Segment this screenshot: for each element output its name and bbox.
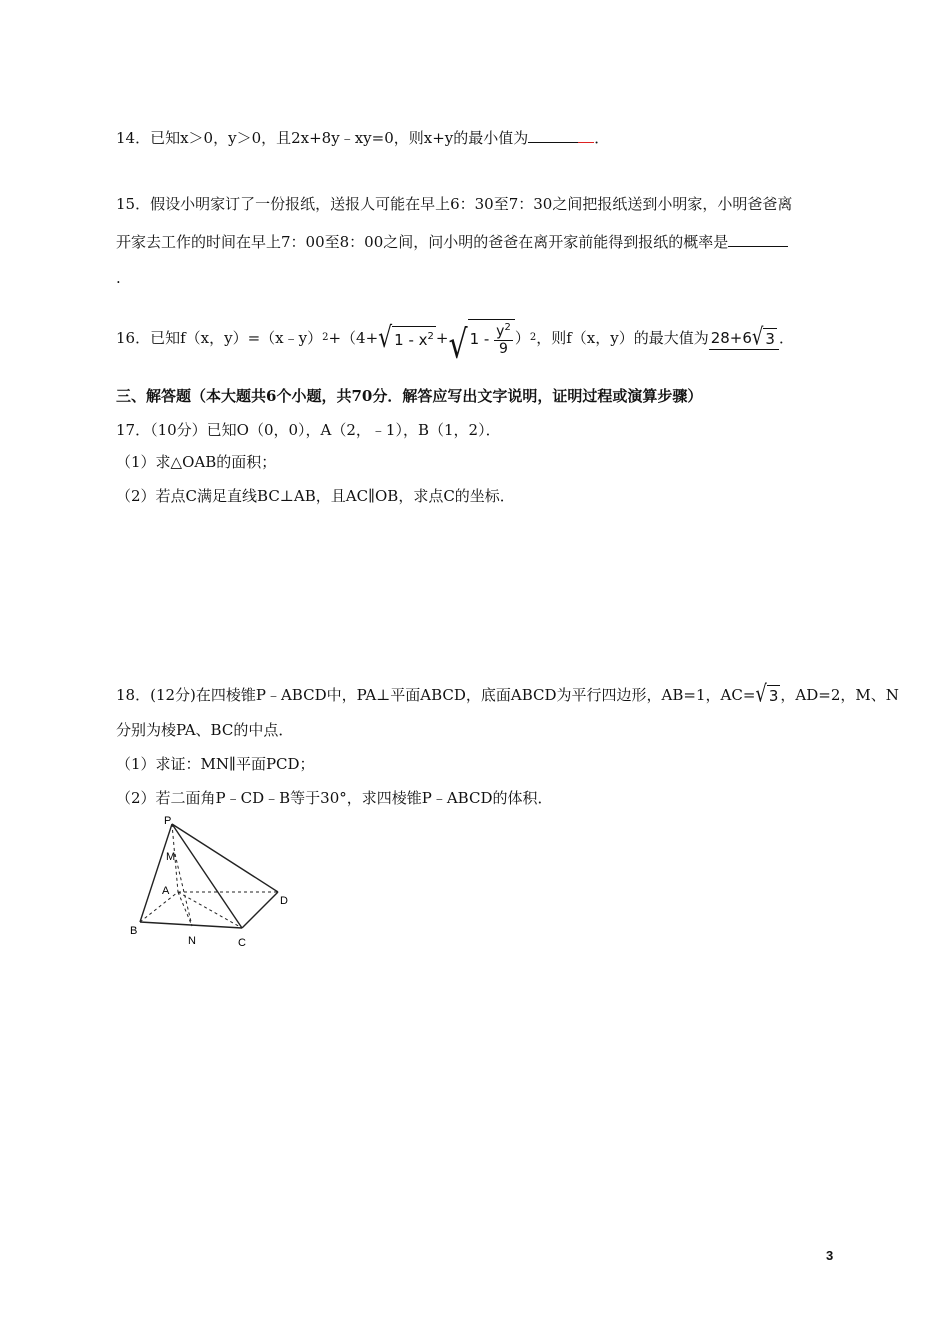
label-B: B [130,925,138,937]
answer-blank [528,128,594,143]
label-C: C [238,937,246,948]
label-N: N [188,935,196,947]
question-18-part-1: （1）求证：MN∥平面PCD； [116,755,315,773]
question-15-line-2: 开家去工作的时间在早上7：00至8：00之间，问小明的爸爸在离开家前能得到报纸的概率是 [116,232,788,252]
label-A: A [162,885,170,897]
page-number: 3 [826,1248,834,1263]
sqrt-expression: √ $1 - x^2$ [378,322,434,355]
question-18-stem: 18．(12分)在四棱锥P﹣ABCD中，PA⊥平面ABCD，底面ABCD为平行四边形，AB=1，AC= √ 3 ，AD=2，M、N [116,680,899,708]
pyramid-figure [128,812,298,948]
fraction: $\frac{y^2}{9}$ [496,322,511,357]
answer-blank [728,232,788,247]
label-P: P [164,815,172,827]
question-18-stem-line-2: 分别为棱PA、BC的中点． [116,721,294,739]
question-18-part-2: （2）若二面角P﹣CD﹣B等于30°，求四棱锥P﹣ABCD的体积． [116,789,553,807]
label-M: M [166,851,176,863]
answer-value: 28+6 √ 3 [709,327,779,350]
label-D: D [280,895,288,907]
question-16: 16．已知f（x，y）=（x﹣y） 2 +（4+ √ $1 - x^2$ + √ 1 - $\frac{y^2}{9}$ ） 2 ，则f（x，y）的最大值为 28+6 √ 3 ． [116,318,794,358]
question-17-stem: 17．（10分）已知O（0，0），A（2，﹣1），B（1，2）． [116,421,501,439]
question-17-part-2: （2）若点C满足直线BC⊥AB，且AC∥OB，求点C的坐标． [116,487,515,505]
question-14: 14．已知x＞0，y＞0，且2x+8y﹣xy=0，则x+y的最小值为 ． [116,129,610,147]
question-17-part-1: （1）求△OAB的面积； [116,453,277,471]
question-15-line-1: 15．假设小明家订了一份报纸，送报人可能在早上6：30至7：30之间把报纸送到小明家，小明爸爸离 [116,195,793,213]
section-heading: 三、解答题（本大题共6个小题，共70分．解答应写出文字说明，证明过程或演算步骤） [116,387,703,405]
question-15-line-3: . [116,269,121,287]
sqrt-fraction-expression: √ 1 - $\frac{y^2}{9}$ [449,319,515,357]
